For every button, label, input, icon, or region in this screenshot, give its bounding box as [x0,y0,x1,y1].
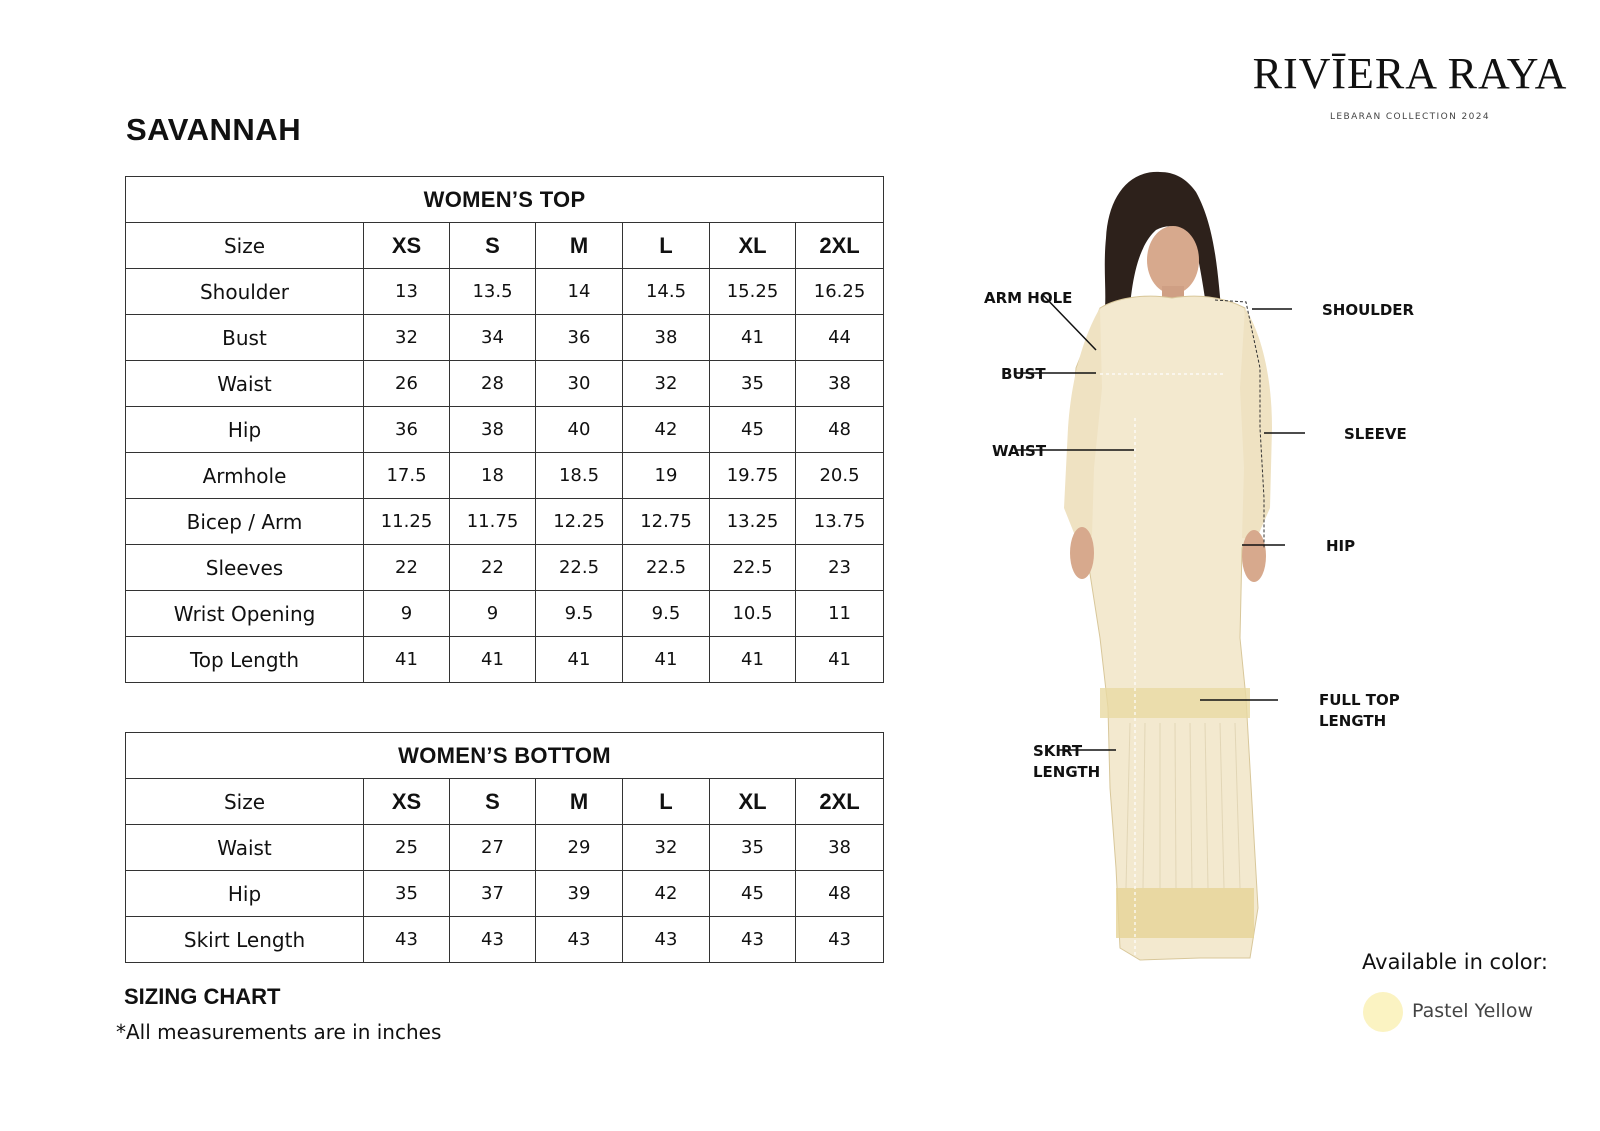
measurement-note: *All measurements are in inches [116,1020,442,1044]
table-cell: 11 [796,591,884,637]
table-row [126,871,884,917]
row-label: Wrist Opening [126,591,364,637]
size-column-header: XS [364,779,450,825]
label-full-top-length [1319,690,1400,732]
table-cell: 22.5 [623,545,710,591]
sizing-chart-title: SIZING CHART [124,984,281,1009]
table-cell: 32 [623,825,710,871]
table-cell: 14 [536,269,623,315]
label-full-top-length-line1: FULL TOP [1319,691,1400,709]
table-cell: 48 [796,407,884,453]
size-column-header: XL [710,223,796,269]
table-cell: 9 [450,591,536,637]
label-arm-hole: ARM HOLE [984,289,1073,307]
table-row [126,407,884,453]
table-cell: 25 [364,825,450,871]
table-cell: 35 [710,825,796,871]
table-cell: 38 [623,315,710,361]
color-swatch-label: Pastel Yellow [1412,1000,1534,1022]
table-row [126,637,884,683]
table-cell: 18.5 [536,453,623,499]
table-cell: 35 [710,361,796,407]
size-column-header: 2XL [796,779,884,825]
brand-name: RIVĪERA RAYA [1252,49,1568,98]
availability-heading: Available in color: [1362,950,1548,974]
table-row [126,591,884,637]
size-column-header: 2XL [796,223,884,269]
table-cell: 11.25 [364,499,450,545]
table-cell: 35 [364,871,450,917]
table-cell: 43 [623,917,710,963]
table-cell: 30 [536,361,623,407]
brand-subtitle: LEBARAN COLLECTION 2024 [1330,112,1490,122]
table-cell: 36 [536,315,623,361]
table-cell: 45 [710,871,796,917]
table-cell: 42 [623,407,710,453]
table-title: WOMEN’S BOTTOM [126,733,884,779]
table-cell: 10.5 [710,591,796,637]
table-cell: 22 [450,545,536,591]
table-title: WOMEN’S TOP [126,177,884,223]
brand-logo [1240,49,1580,122]
row-label: Shoulder [126,269,364,315]
table-cell: 34 [450,315,536,361]
table-cell: 38 [796,361,884,407]
womens-top-table [125,176,884,683]
table-cell: 41 [623,637,710,683]
size-column-header: S [450,223,536,269]
table-cell: 12.75 [623,499,710,545]
row-label: Hip [126,407,364,453]
table-row [126,545,884,591]
table-cell: 41 [710,315,796,361]
table-row [126,825,884,871]
table-cell: 14.5 [623,269,710,315]
table-cell: 32 [623,361,710,407]
label-skirt-length-line2: LENGTH [1033,763,1101,781]
table-cell: 41 [536,637,623,683]
table-cell: 13.5 [450,269,536,315]
size-column-header: S [450,779,536,825]
size-column-header: M [536,223,623,269]
table-cell: 41 [450,637,536,683]
label-full-top-length-line2: LENGTH [1319,712,1387,730]
womens-bottom-table [125,732,884,963]
table-cell: 23 [796,545,884,591]
table-cell: 15.25 [710,269,796,315]
table-row [126,499,884,545]
color-swatch [1363,992,1403,1032]
label-shoulder: SHOULDER [1322,301,1415,319]
table-row [126,269,884,315]
table-cell: 38 [796,825,884,871]
model-face [1147,226,1199,294]
label-skirt-length [1033,741,1100,783]
table-cell: 18 [450,453,536,499]
table-cell: 9.5 [536,591,623,637]
table-cell: 40 [536,407,623,453]
size-column-header: XS [364,223,450,269]
table-cell: 43 [710,917,796,963]
table-cell: 9 [364,591,450,637]
table-cell: 38 [450,407,536,453]
table-cell: 13 [364,269,450,315]
table-cell: 16.25 [796,269,884,315]
table-cell: 29 [536,825,623,871]
size-column-header: L [623,779,710,825]
table-cell: 13.75 [796,499,884,545]
table-cell: 39 [536,871,623,917]
table-cell: 22.5 [536,545,623,591]
table-row [126,917,884,963]
row-label: Top Length [126,637,364,683]
size-column-header: M [536,779,623,825]
table-cell: 13.25 [710,499,796,545]
table-cell: 19.75 [710,453,796,499]
size-column-header: XL [710,779,796,825]
row-label: Skirt Length [126,917,364,963]
table-row [126,453,884,499]
product-title: SAVANNAH [126,112,302,147]
table-row [126,361,884,407]
table-cell: 22 [364,545,450,591]
label-hip: HIP [1326,537,1356,555]
row-label: Sleeves [126,545,364,591]
row-label: Waist [126,825,364,871]
table-cell: 36 [364,407,450,453]
table-cell: 12.25 [536,499,623,545]
table-cell: 27 [450,825,536,871]
label-skirt-length-line1: SKIRT [1033,742,1083,760]
table-cell: 41 [796,637,884,683]
label-bust: BUST [1001,365,1046,383]
table-cell: 20.5 [796,453,884,499]
table-cell: 11.75 [450,499,536,545]
row-label: Hip [126,871,364,917]
table-cell: 48 [796,871,884,917]
size-header-label: Size [126,779,364,825]
table-cell: 42 [623,871,710,917]
table-cell: 28 [450,361,536,407]
table-cell: 32 [364,315,450,361]
table-cell: 43 [450,917,536,963]
table-cell: 43 [536,917,623,963]
label-waist: WAIST [992,442,1047,460]
label-sleeve: SLEEVE [1344,425,1407,443]
size-header-row [126,779,884,825]
table-cell: 41 [710,637,796,683]
table-cell: 22.5 [710,545,796,591]
size-header-row [126,223,884,269]
table-cell: 43 [796,917,884,963]
row-label: Waist [126,361,364,407]
table-cell: 44 [796,315,884,361]
size-header-label: Size [126,223,364,269]
table-cell: 9.5 [623,591,710,637]
table-cell: 45 [710,407,796,453]
table-cell: 37 [450,871,536,917]
table-cell: 43 [364,917,450,963]
table-row [126,315,884,361]
row-label: Bicep / Arm [126,499,364,545]
row-label: Bust [126,315,364,361]
table-cell: 26 [364,361,450,407]
row-label: Armhole [126,453,364,499]
table-cell: 19 [623,453,710,499]
table-cell: 17.5 [364,453,450,499]
table-cell: 41 [364,637,450,683]
size-column-header: L [623,223,710,269]
